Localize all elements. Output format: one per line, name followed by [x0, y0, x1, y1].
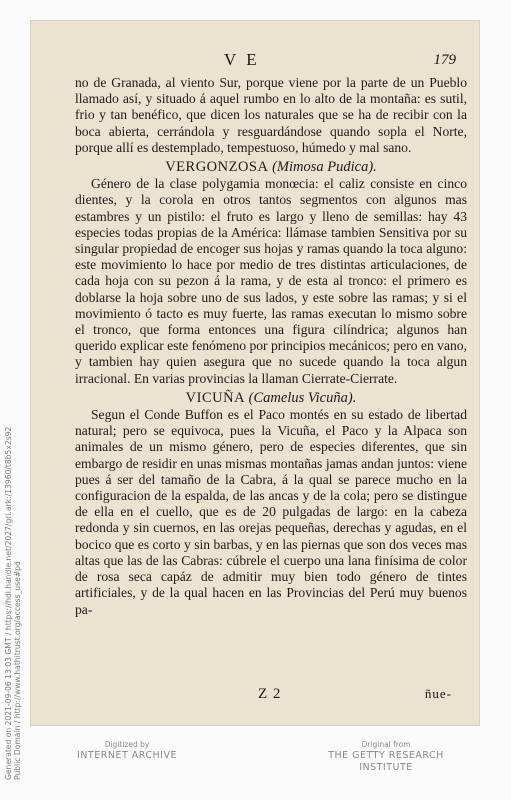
entry-text: Género de la clase polygamia monœcia: el caliz consiste en cinco dientes, y la corola en otros tantos segmentos con algunos mas estambres y un pistilo: el fruto es largo y lleno de semillas: hay 43 especies todas propias de la América: llámase tambien Sensitiva por su singular propiedad de encoger sus hojas y ramas quando la toca alguno: este movimiento lo hace por medio de tres distintas articulaciones, de cada hoja con su pezon á la rama, y de esta al tronco: el primero es doblarse la hoja sobre uno de sus lados, y este sobre las ramas; y si el movimiento ó tacto es muy fuerte, las ramas executan lo mismo sobre el tronco, que forma entonces una figura cilíndrica; algunos han querido explicar este fenómeno por principios mecánicos; pero en vano, y tambien hay quien asegura que no sucede quando la toca algun irracional. En varias provincias la llaman Cierrate-Cierrate.: [75, 176, 467, 386]
generation-notice: Generated on 2021-09-06 13:03 GMT / https://hdl.handle.net/2027/gri.ark:/13960/t8b5x2s92: [4, 426, 13, 780]
page-number: 179: [433, 52, 456, 68]
running-header: [30, 50, 480, 74]
catchword: ñue-: [424, 686, 452, 701]
entry-latin-name: (Mimosa Pudica).: [272, 159, 377, 176]
entry-headword: VICUÑA: [185, 389, 246, 406]
page-text-block: [75, 75, 467, 618]
running-head-letters: V E: [224, 50, 260, 69]
digitizer-credit: [57, 740, 197, 762]
entry-heading: [75, 159, 467, 175]
continued-paragraph: no de Granada, al viento Sur, porque viene por la parte de un Pueblo llamado así, y situado á aquel rumbo en lo alto de la montaña: es sutil, frio y tan benéfico, que dicen los naturales que se ha de recibir con la boca abierta, cerrándola y resguardándose quando sopla el Norte, porque allí es destemplado, tempestuoso, húmedo y mal sano.: [75, 75, 467, 155]
original-from-label: Original from: [361, 740, 411, 749]
signature-mark: Z 2: [258, 686, 282, 702]
internet-archive-label: INTERNET ARCHIVE: [77, 750, 177, 761]
entry-text: Segun el Conde Buffon es el Paco montés en su estado de libertad natural; pero se equivoca, pues la Vicuña, el Paco y la Alpaca son animales de un mismo género, pero de especies diferentes, que sin embargo de residir en unas mismas montañas jamas andan juntos: viene pues á ser del tamaño de la Cabra, á la qual se parece mucho en la configuracion de la espalda, de las ancas y de la cola; pero se distingue de ella en el cuello, que es de 20 pulgadas de largo: en la cabeza redonda y sin cuernos, en las orejas pequeñas, derechas y agudas, en el bocico que es corto y sin barbas, y en las piernas que son dos veces mas altas que las de las Cabras: cúbrele el cuerpo una lana finísima de color de rosa seca capáz de admitir muy bien todo género de tintes artificiales, y de la qual hacen en las Provincias del Perú muy buenos pa-: [75, 407, 467, 617]
entry-headword: VERGONZOSA: [165, 159, 269, 176]
digitized-by-label: Digitized by: [104, 740, 150, 749]
original-source-credit: [306, 740, 466, 774]
book-page: [30, 20, 480, 726]
entry-heading: [75, 390, 467, 406]
public-domain-notice: Public Domain / http://www.hathitrust.org/access_use#pd: [13, 561, 22, 780]
getty-label: THE GETTY RESEARCH INSTITUTE: [328, 750, 444, 773]
entry-latin-name: (Camelus Vicuña).: [248, 389, 357, 406]
